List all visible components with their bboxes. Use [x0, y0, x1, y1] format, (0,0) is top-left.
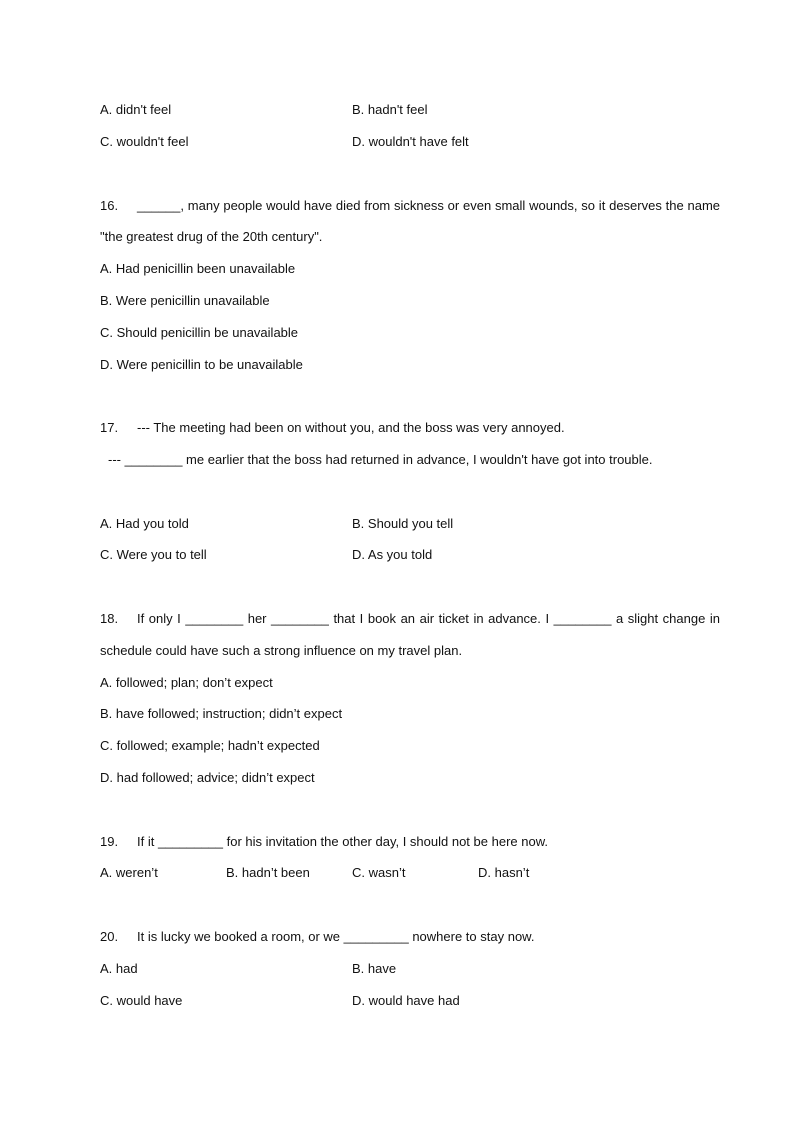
q17-option-d: D. As you told	[352, 547, 433, 562]
q19-option-a: A. weren’t	[100, 865, 158, 880]
q20-number: 20.	[100, 929, 119, 944]
q20-stem-text: It is lucky we booked a room, or we _________ nowhere to stay now.	[137, 929, 535, 944]
q16-stem-line1	[100, 198, 720, 214]
q18-stem-line2: schedule could have such a strong influence on my travel plan.	[100, 643, 463, 658]
q20-stem-line1	[100, 929, 534, 945]
q18-option-a: A. followed; plan; don’t expect	[100, 675, 273, 690]
q16-option-a: A. Had penicillin been unavailable	[100, 261, 296, 276]
q17-stem-line1	[100, 420, 565, 436]
q20-option-b: B. have	[352, 961, 397, 976]
q20-option-d: D. would have had	[352, 993, 460, 1008]
q20-option-a: A. had	[100, 961, 138, 976]
q18-number: 18.	[100, 611, 119, 626]
q18-option-d: D. had followed; advice; didn’t expect	[100, 770, 315, 785]
q17-stem-line2: --- ________ me earlier that the boss had returned in advance, I wouldn't have got into trouble.	[108, 452, 653, 467]
q16-option-b: B. Were penicillin unavailable	[100, 293, 270, 308]
q18-option-c: C. followed; example; hadn’t expected	[100, 738, 320, 753]
q19-number: 19.	[100, 834, 119, 849]
q19-stem-text: If it _________ for his invitation the other day, I should not be here now.	[137, 834, 548, 849]
q16-stem-line2: "the greatest drug of the 20th century".	[100, 229, 323, 244]
q19-stem-line1	[100, 834, 548, 850]
q15-option-a: A. didn't feel	[100, 102, 172, 117]
q20-option-c: C. would have	[100, 993, 183, 1008]
q15-option-c: C. wouldn't feel	[100, 134, 189, 149]
q16-number: 16.	[100, 198, 119, 213]
q19-option-d: D. hasn’t	[478, 865, 530, 880]
q15-option-b: B. hadn't feel	[352, 102, 428, 117]
q17-option-c: C. Were you to tell	[100, 547, 207, 562]
q15-option-d: D. wouldn't have felt	[352, 134, 469, 149]
q19-option-b: B. hadn’t been	[226, 865, 310, 880]
q19-option-c: C. wasn’t	[352, 865, 406, 880]
q16-option-c: C. Should penicillin be unavailable	[100, 325, 299, 340]
q18-stem-line1	[100, 611, 720, 627]
q17-option-b: B. Should you tell	[352, 516, 454, 531]
q17-stem-text: --- The meeting had been on without you, and the boss was very annoyed.	[137, 420, 565, 435]
q16-option-d: D. Were penicillin to be unavailable	[100, 357, 303, 372]
q18-option-b: B. have followed; instruction; didn’t expect	[100, 706, 343, 721]
q18-stem-text: If only I ________ her ________ that I book an air ticket in advance. I ________ a slight change in	[137, 611, 720, 626]
q17-number: 17.	[100, 420, 119, 435]
q16-stem-text: ______, many people would have died from sickness or even small wounds, so it deserves the name	[137, 198, 720, 213]
q17-option-a: A. Had you told	[100, 516, 189, 531]
